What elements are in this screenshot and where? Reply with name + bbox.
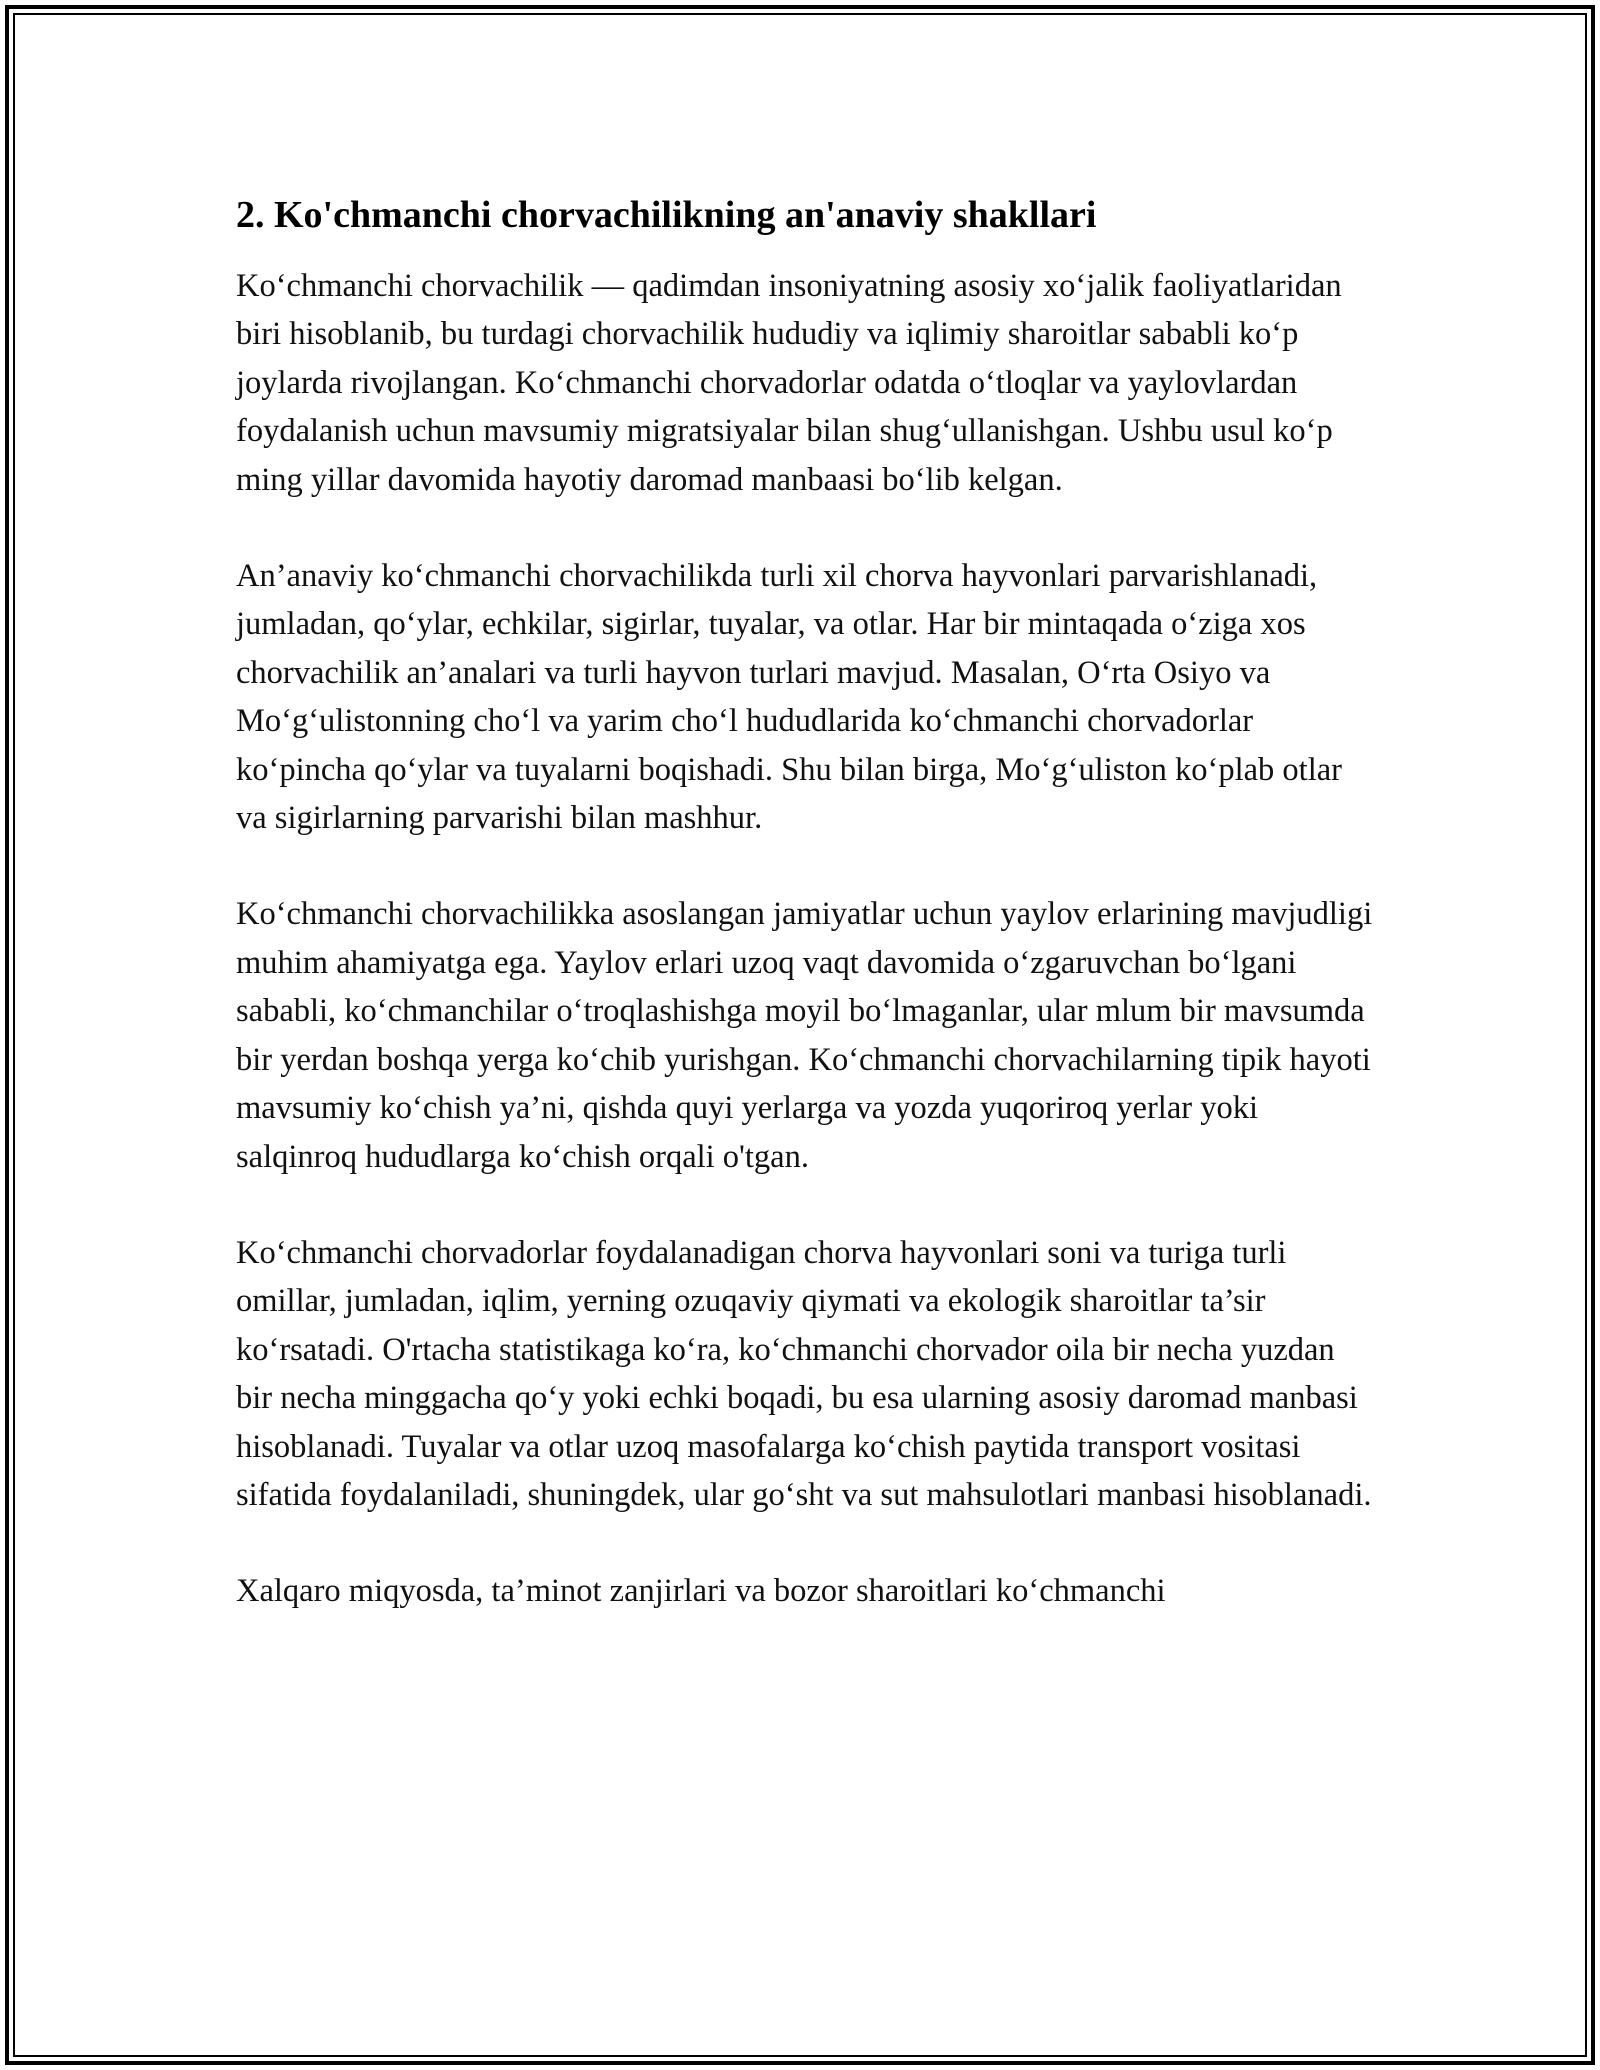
paragraph-3: Koʻchmanchi chorvachilikka asoslangan jamiyatlar uchun yaylov erlarining mavjudligi muhim ahamiyatga ega. Yaylov erlari uzoq vaqt davomida oʻzgaruvchan boʻlgani sababli, koʻchmanchilar oʻtroqlashishga moyil boʻlmaganlar, ular mlum bir mavsumda bir yerdan boshqa yerga koʻchib yurishgan. Koʻchmanchi chorvachilarning tipik hayoti mavsumiy koʻchish ya’ni, qishda quyi yerlarga va yozda yuqoriroq yerlar yoki salqinroq hududlarga koʻchish orqali o'tgan. <box>236 896 1373 1175</box>
paragraph-4: Koʻchmanchi chorvadorlar foydalanadigan chorva hayvonlari soni va turiga turli omillar, jumladan, iqlim, yerning ozuqaviy qiymati va ekologik sharoitlar ta’sir koʻrsatadi. O'rtacha statistikaga koʻra, koʻchmanchi chorvador oila bir necha yuzdan bir necha minggacha qoʻy yoki echki boqadi, bu esa ularning asosiy daromad manbasi hisoblanadi. Tuyalar va otlar uzoq masofalarga koʻchish paytida transport vositasi sifatida foydalaniladi, shuningdek, ular goʻsht va sut mahsulotlari manbasi hisoblanadi. <box>236 1234 1372 1513</box>
document-body <box>236 186 1376 1664</box>
paragraph-2: An’anaviy koʻchmanchi chorvachilikda turli xil chorva hayvonlari parvarishlanadi, jumladan, qoʻylar, echkilar, sigirlar, tuyalar, va otlar. Har bir mintaqada oʻziga xos chorvachilik an’analari va turli hayvon turlari mavjud. Masalan, Oʻrta Osiyo va Moʻgʻulistonning choʻl va yarim choʻl hududlarida koʻchmanchi chorvadorlar koʻpincha qoʻylar va tuyalarni boqishadi. Shu bilan birga, Moʻgʻuliston koʻplab otlar va sigirlarning parvarishi bilan mashhur. <box>236 558 1342 837</box>
section-heading: 2. Ko'chmanchi chorvachilikning an'anaviy shakllari <box>236 194 1097 236</box>
paragraph-5: Xalqaro miqyosda, ta’minot zanjirlari va bozor sharoitlari koʻchmanchi <box>236 1573 1166 1610</box>
paragraph-1: Koʻchmanchi chorvachilik — qadimdan insoniyatning asosiy xoʻjalik faoliyatlaridan biri hisoblanib, bu turdagi chorvachilik hududiy va iqlimiy sharoitlar sababli koʻp joylarda rivojlangan. Koʻchmanchi chorvadorlar odatda oʻtloqlar va yaylovlardan foydalanish uchun mavsumiy migratsiyalar bilan shugʻullanishgan. Ushbu usul koʻp ming yillar davomida hayotiy daromad manbaasi boʻlib kelgan. <box>236 268 1342 498</box>
